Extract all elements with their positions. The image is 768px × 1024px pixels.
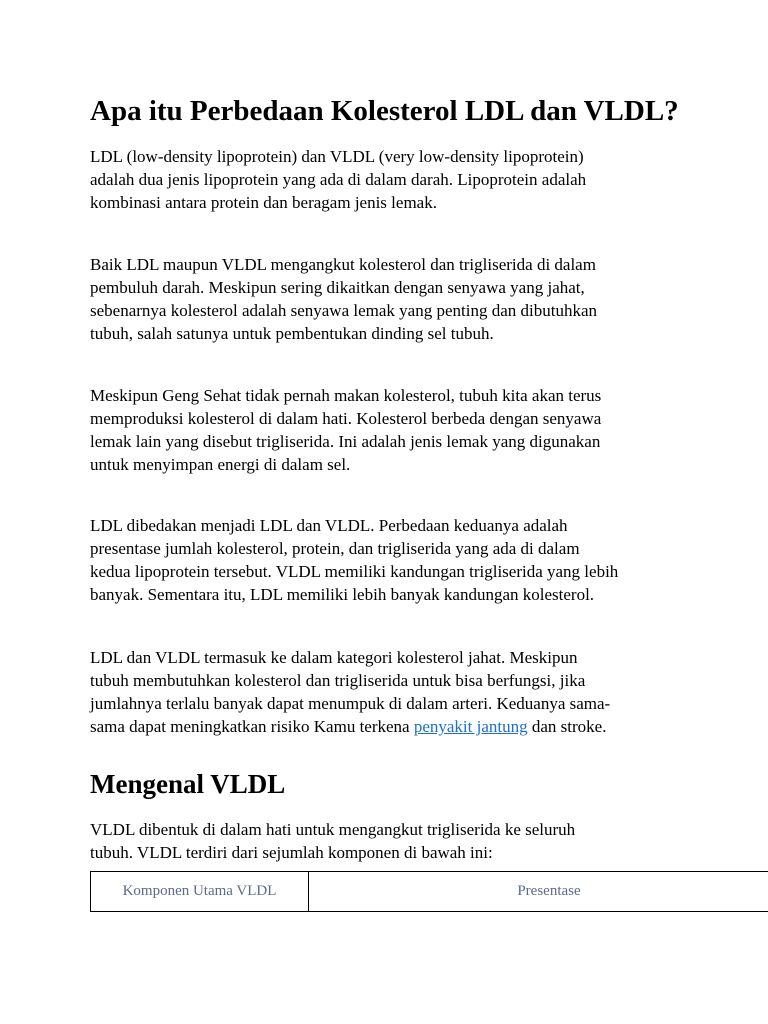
text-line: tubuh, salah satunya untuk pembentukan dinding sel tubuh. (90, 324, 494, 343)
text-line: VLDL dibentuk di dalam hati untuk mengangkut trigliserida ke seluruh (90, 820, 576, 839)
section-title-mengenal-vldl: Mengenal VLDL (90, 769, 286, 799)
text-line: lemak lain yang disebut trigliserida. Ini adalah jenis lemak yang digunakan (90, 432, 601, 451)
text-line: sebenarnya kolesterol adalah senyawa lemak yang penting dan dibutuhkan (90, 301, 597, 320)
text-line: memproduksi kolesterol di dalam hati. Kolesterol berbeda dengan senyawa (90, 409, 602, 428)
table-header-percentage: Presentase (517, 883, 581, 899)
text-line: Baik LDL maupun VLDL mengangkut kolesterol dan trigliserida di dalam (90, 255, 596, 274)
heart-disease-link[interactable]: penyakit jantung (413, 717, 528, 736)
paragraph-ldl-vldl-intro (90, 145, 690, 214)
text-line: pembuluh darah. Meskipun sering dikaitkan dengan senyawa yang jahat, (90, 278, 585, 297)
text-line: adalah dua jenis lipoprotein yang ada di dalam darah. Lipoprotein adalah (90, 170, 587, 189)
paragraph-transport (90, 253, 690, 345)
text-after-link: dan stroke. (527, 717, 607, 736)
text-line: tubuh membutuhkan kolesterol dan trigliserida untuk bisa berfungsi, jika (90, 671, 586, 690)
text-line: Meskipun Geng Sehat tidak pernah makan kolesterol, tubuh kita akan terus (90, 386, 602, 405)
paragraph-bad-cholesterol (90, 646, 690, 738)
paragraph-vldl-components (90, 818, 690, 864)
paragraph-liver-production (90, 384, 690, 476)
text-line: untuk menyimpan energi di dalam sel. (90, 455, 351, 474)
text-line: kombinasi antara protein dan beragam jenis lemak. (90, 193, 437, 212)
text-line: kedua lipoprotein tersebut. VLDL memiliki kandungan trigliserida yang lebih (90, 562, 619, 581)
paragraph-difference (90, 514, 690, 606)
text-line-with-link (90, 715, 690, 738)
text-line: LDL (low-density lipoprotein) dan VLDL (very low-density lipoprotein) (90, 147, 584, 166)
page-title: Apa itu Perbedaan Kolesterol LDL dan VLDL? (90, 95, 679, 127)
vldl-components-table (90, 871, 768, 912)
text-line: presentase jumlah kolesterol, protein, dan trigliserida yang ada di dalam (90, 539, 580, 558)
text-line: LDL dan VLDL termasuk ke dalam kategori kolesterol jahat. Meskipun (90, 648, 578, 667)
text-before-link: sama dapat meningkatkan risiko Kamu terkena (90, 717, 414, 736)
text-line: banyak. Sementara itu, LDL memiliki lebih banyak kandungan kolesterol. (90, 585, 595, 604)
text-line: tubuh. VLDL terdiri dari sejumlah komponen di bawah ini: (90, 843, 493, 862)
table-header-component: Komponen Utama VLDL (91, 872, 309, 911)
text-line: jumlahnya terlalu banyak dapat menumpuk di dalam arteri. Keduanya sama- (90, 694, 611, 713)
text-line: LDL dibedakan menjadi LDL dan VLDL. Perbedaan keduanya adalah (90, 516, 568, 535)
